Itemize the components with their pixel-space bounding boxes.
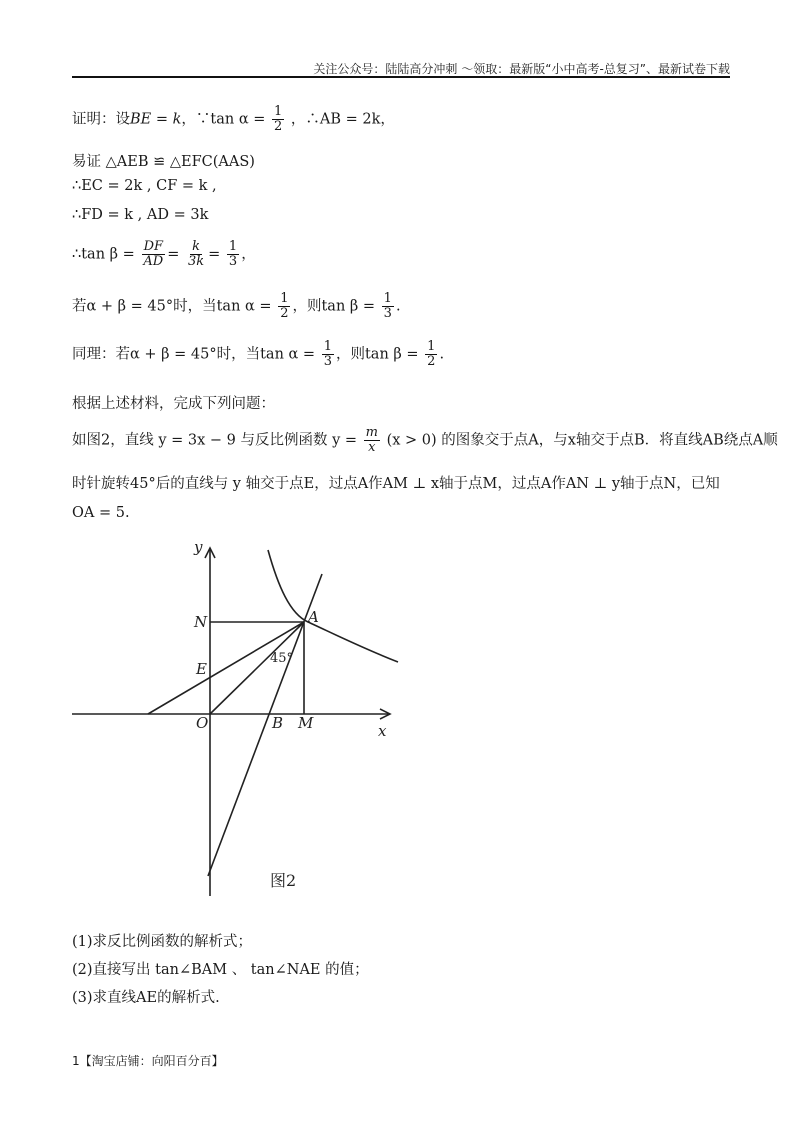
label-A: A [308, 608, 319, 626]
label-y: y [194, 538, 203, 556]
intro-text: 根据上述材料，完成下列问题： [72, 396, 275, 412]
proof-line-1: 证明：设BE = k，∵tan α = $\frac{1}{2}$ ，∴AB = 2k， [72, 104, 395, 134]
hyperbola-curve [268, 550, 398, 662]
question-3: (3)求直线AE的解析式. [72, 990, 220, 1006]
line-AE [148, 622, 304, 714]
proof-line-5: ∴tan β = $\frac{DF}{AD}$ = $\frac{k}{3k}$ = $\frac{1}{3}$ ， [72, 239, 256, 269]
proof-line-3: ∴EC = 2k , CF = k , [72, 178, 217, 194]
question-2: (2)直接写出 tan∠BAM 、 tan∠NAE 的值； [72, 962, 369, 978]
proof-line-2: 易证 △AEB ≌ △EFC(AAS) [72, 154, 255, 170]
figure-2 [72, 536, 412, 904]
label-N: N [194, 613, 208, 631]
question-1: (1)求反比例函数的解析式； [72, 934, 253, 950]
problem-line-3: OA = 5. [72, 505, 130, 521]
header-rule [72, 76, 730, 78]
problem-line-1: 如图2，直线 y = 3x − 9 与反比例函数 y = $\frac{m}{x}$ (x > 0) 的图象交于点A，与x轴交于点B．将直线AB绕点A顺 [72, 425, 778, 455]
segment-OA [210, 622, 304, 714]
problem-line-2: 时针旋转45°后的直线与 y 轴交于点E，过点A作AM ⊥ x轴于点M，过点A作AN ⊥ y轴于点N，已知 [72, 476, 720, 492]
coordinate-diagram [72, 536, 412, 904]
fraction: $\frac{1}{2}$ [274, 104, 283, 134]
page-header: 关注公众号：陆陆高分冲刺 〜领取：最新版“小中高考-总复习”、最新试卷下载 [313, 62, 730, 76]
label-x: x [378, 722, 387, 740]
figure-caption: 图2 [270, 871, 297, 890]
label-angle: 45° [270, 651, 294, 666]
proof-line-6: 若α + β = 45°时，当tan α = $\frac{1}{2}$ ，则tan β = $\frac{1}{3}$ . [72, 291, 401, 321]
page-footer: 1【淘宝店铺：向阳百分百】 [72, 1054, 224, 1068]
label-M: M [298, 714, 314, 732]
label-O: O [196, 714, 209, 732]
label-E: E [196, 660, 207, 678]
label-B: B [272, 714, 284, 732]
proof-line-4: ∴FD = k , AD = 3k [72, 207, 209, 223]
proof-line-7: 同理：若α + β = 45°时，当tan α = $\frac{1}{3}$ ，则tan β = $\frac{1}{2}$ . [72, 339, 445, 369]
